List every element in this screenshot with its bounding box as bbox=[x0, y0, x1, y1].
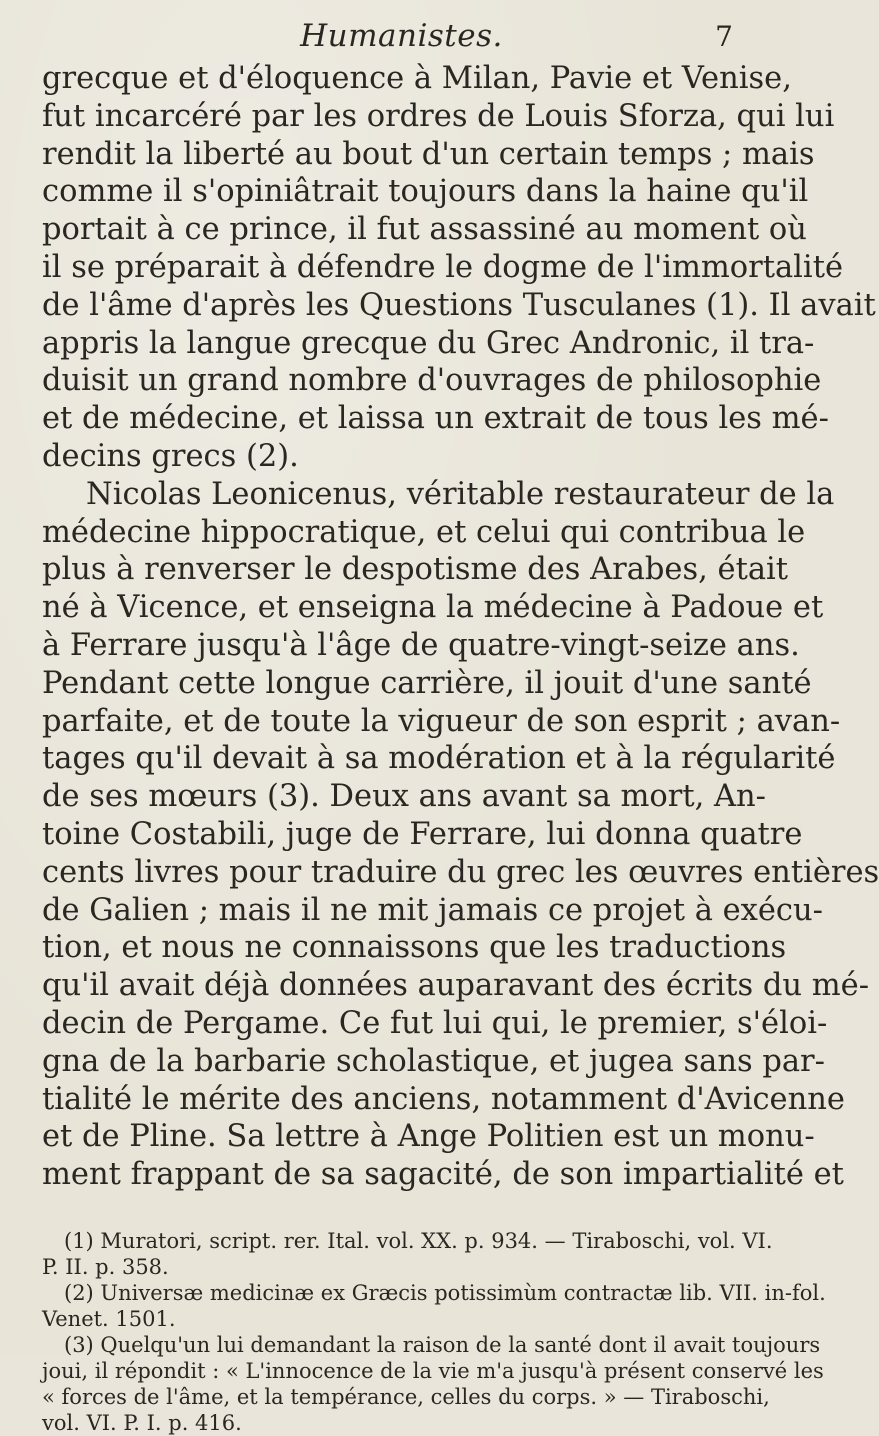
text-line: duisit un grand nombre d'ouvrages de philosophie bbox=[42, 363, 822, 399]
text-line: portait à ce prince, il fut assassiné au moment où bbox=[42, 212, 807, 248]
text-line: tion, et nous ne connaissons que les traductions bbox=[42, 930, 787, 966]
text-line: à Ferrare jusqu'à l'âge de quatre-vingt-seize ans. bbox=[42, 627, 800, 663]
running-head bbox=[42, 18, 761, 60]
text-line: decin de Pergame. Ce fut lui qui, le premier, s'éloi- bbox=[42, 1005, 828, 1041]
text-line: cents livres pour traduire du grec les œuvres entières bbox=[42, 854, 879, 890]
text-line: decins grecs (2). bbox=[42, 438, 299, 474]
text-line: de ses mœurs (3). Deux ans avant sa mort, An- bbox=[42, 779, 766, 815]
text-line: de l'âme d'après les Questions Tusculanes (1). Il avait bbox=[42, 287, 876, 323]
footnote-line: « forces de l'âme, et la tempérance, celles du corps. » — Tiraboschi, bbox=[42, 1384, 770, 1409]
text-line: de Galien ; mais il ne mit jamais ce projet à exécu- bbox=[42, 892, 823, 928]
footnote-line: (1) Muratori, script. rer. Ital. vol. XX. p. 934. — Tiraboschi, vol. VI. bbox=[64, 1228, 773, 1253]
running-title: Humanistes. bbox=[300, 18, 503, 54]
text-line: qu'il avait déjà données auparavant des écrits du mé- bbox=[42, 968, 870, 1004]
text-line: parfaite, et de toute la vigueur de son esprit ; avan- bbox=[42, 703, 841, 739]
text-line: toine Costabili, juge de Ferrare, lui donna quatre bbox=[42, 816, 803, 852]
footnote-line: Venet. 1501. bbox=[42, 1306, 176, 1331]
text-line: médecine hippocratique, et celui qui contribua le bbox=[42, 514, 806, 550]
footnote-line: P. II. p. 358. bbox=[42, 1254, 169, 1279]
text-line: Nicolas Leonicenus, véritable restaurateur de la bbox=[86, 476, 835, 512]
text-line: tialité le mérite des anciens, notamment d'Avicenne bbox=[42, 1081, 845, 1117]
text-line: plus à renverser le despotisme des Arabes, était bbox=[42, 552, 789, 588]
text-line: ment frappant de sa sagacité, de son impartialité et bbox=[42, 1157, 844, 1193]
text-line: gna de la barbarie scholastique, et jugea sans par- bbox=[42, 1043, 825, 1079]
footnote-line: (2) Universæ medicinæ ex Græcis potissimùm contractæ lib. VII. in-fol. bbox=[64, 1280, 826, 1305]
footnote-line: (3) Quelqu'un lui demandant la raison de la santé dont il avait toujours bbox=[64, 1332, 821, 1357]
text-line: tages qu'il devait à sa modération et à la régularité bbox=[42, 741, 836, 777]
page-number: 7 bbox=[715, 20, 733, 53]
text-line: grecque et d'éloquence à Milan, Pavie et Venise, bbox=[42, 61, 792, 96]
body-text bbox=[42, 60, 879, 1194]
text-line: comme il s'opiniâtrait toujours dans la haine qu'il bbox=[42, 174, 809, 210]
text-line: fut incarcéré par les ordres de Louis Sforza, qui lui bbox=[42, 98, 835, 134]
footnote-line: joui, il répondit : « L'innocence de la vie m'a jusqu'à présent conservé les bbox=[42, 1358, 824, 1383]
text-line: et de médecine, et laissa un extrait de tous les mé- bbox=[42, 401, 829, 437]
text-line: et de Pline. Sa lettre à Ange Politien est un monu- bbox=[42, 1119, 815, 1155]
footnotes bbox=[42, 1228, 826, 1436]
text-line: il se préparait à défendre le dogme de l'immortalité bbox=[42, 249, 843, 285]
text-line: Pendant cette longue carrière, il jouit d'une santé bbox=[42, 665, 812, 701]
text-line: rendit la liberté au bout d'un certain temps ; mais bbox=[42, 136, 815, 172]
text-line: appris la langue grecque du Grec Andronic, il tra- bbox=[42, 325, 815, 361]
text-line: né à Vicence, et enseigna la médecine à Padoue et bbox=[42, 590, 824, 626]
footnote-line: vol. VI. P. I. p. 416. bbox=[42, 1410, 242, 1435]
